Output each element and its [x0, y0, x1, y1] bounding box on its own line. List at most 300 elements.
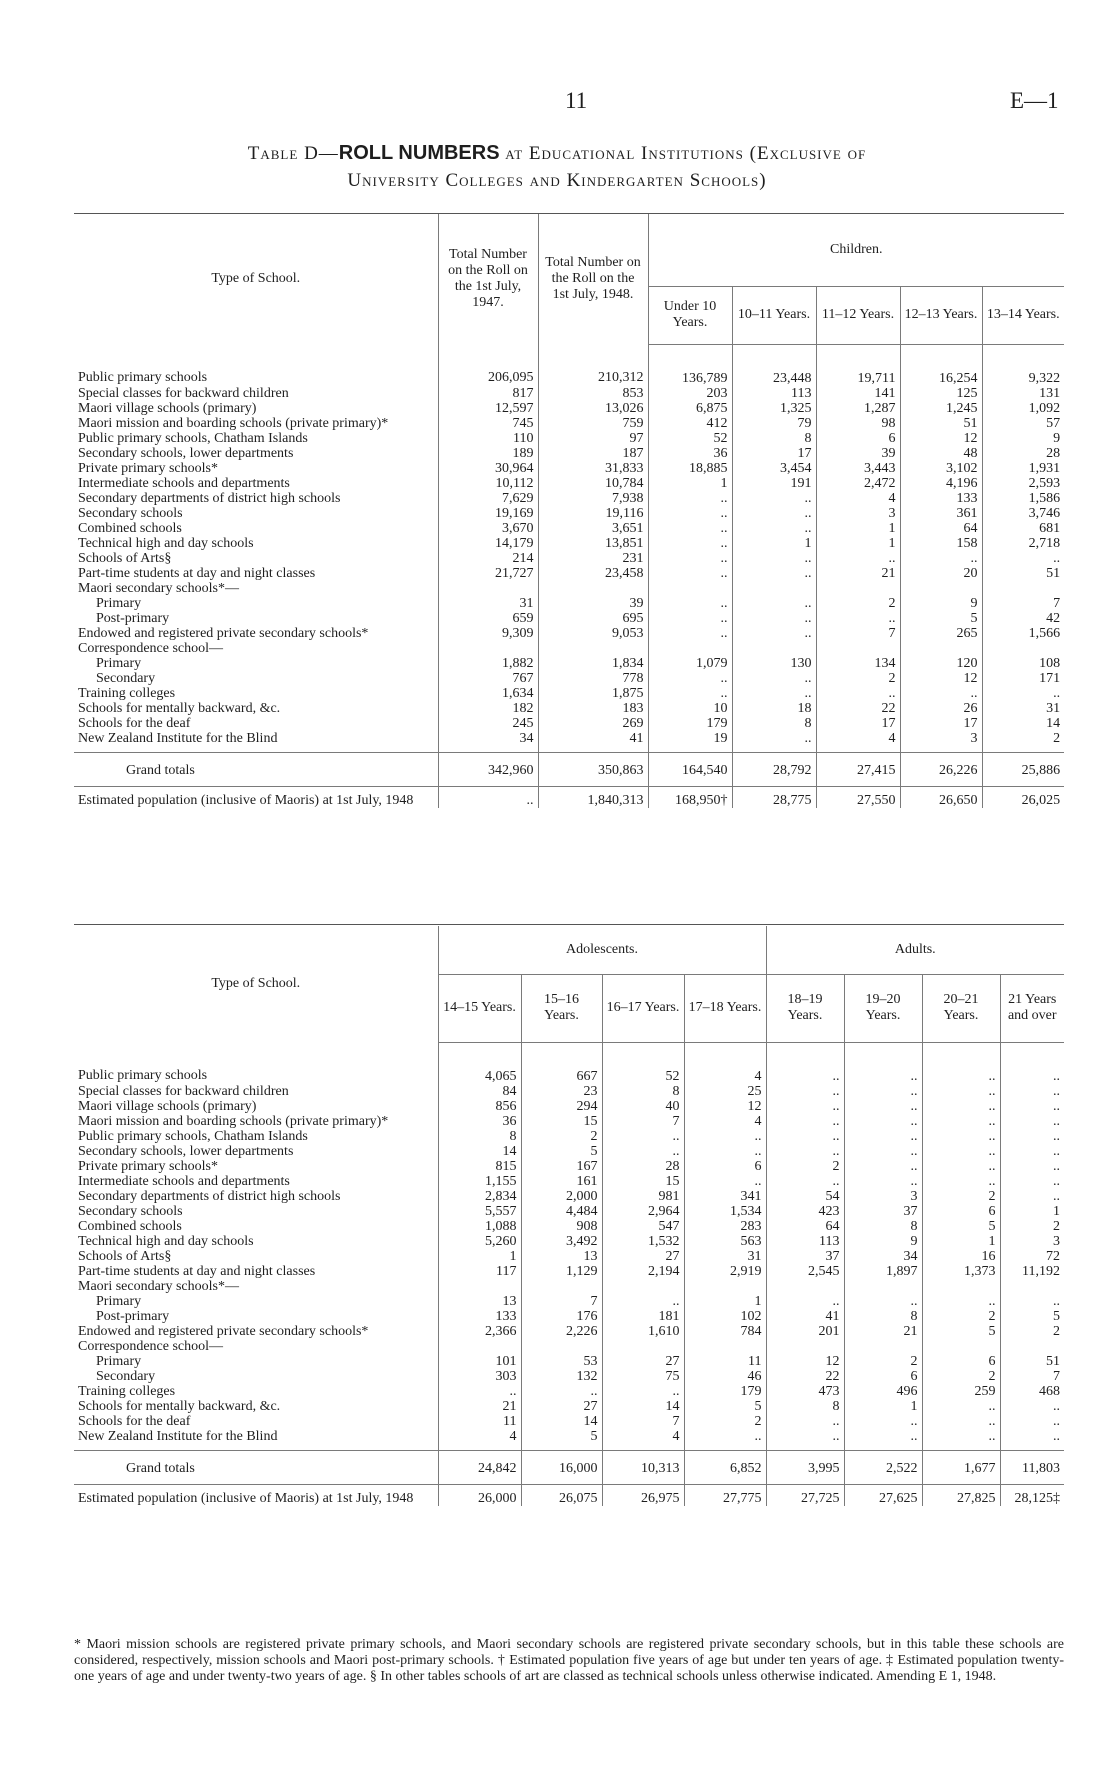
cell-value: 1,882: [438, 656, 538, 671]
age-column-header: 14–15 Years.: [438, 974, 521, 1042]
cell-value: 3,746: [982, 506, 1064, 521]
table-row: [74, 1129, 1064, 1144]
cell-value: [766, 1279, 844, 1294]
row-label: Schools for mentally backward, &c.: [78, 700, 281, 716]
table-row: [74, 1384, 1064, 1399]
cell-value: 2,718: [982, 536, 1064, 551]
cell-value: 1: [732, 536, 816, 551]
table-row: [74, 1204, 1064, 1219]
estimated-population-value: ..: [438, 786, 538, 808]
age-column-header: 21 Years and over: [1000, 974, 1064, 1042]
cell-value: 563: [684, 1234, 766, 1249]
cell-value: 3: [1000, 1234, 1064, 1249]
cell-value: ..: [1000, 1399, 1064, 1414]
cell-value: 39: [816, 446, 900, 461]
cell-value: 136,789: [648, 344, 732, 386]
cell-value: 5,260: [438, 1234, 521, 1249]
cell-value: 1,566: [982, 626, 1064, 641]
cell-value: 84: [438, 1084, 521, 1099]
cell-value: 1,586: [982, 491, 1064, 506]
cell-value: ..: [602, 1384, 684, 1399]
cell-value: 1,325: [732, 401, 816, 416]
table-row: [74, 1114, 1064, 1129]
row-label: Schools of Arts§: [78, 1248, 172, 1264]
age-column-header: 12–13 Years.: [900, 286, 982, 344]
cell-value: [732, 581, 816, 596]
grand-totals-label: Grand totals: [74, 1450, 438, 1484]
cell-value: ..: [766, 1042, 844, 1084]
cell-value: ..: [844, 1084, 922, 1099]
estimated-population-value: 28,775: [732, 786, 816, 808]
cell-value: 19,711: [816, 344, 900, 386]
page-code: E—1: [1010, 88, 1059, 113]
cell-value: ..: [766, 1429, 844, 1451]
cell-value: 2,545: [766, 1264, 844, 1279]
cell-value: 2: [816, 596, 900, 611]
cell-value: 13,026: [538, 401, 648, 416]
cell-value: 245: [438, 716, 538, 731]
cell-value: 133: [438, 1309, 521, 1324]
cell-value: 2: [922, 1369, 1000, 1384]
table-row: [74, 566, 1064, 581]
cell-value: 695: [538, 611, 648, 626]
table-row: [74, 626, 1064, 641]
cell-value: 19,169: [438, 506, 538, 521]
cell-value: 51: [982, 566, 1064, 581]
cell-value: 6: [684, 1159, 766, 1174]
cell-value: 1,079: [648, 656, 732, 671]
cell-value: ..: [1000, 1159, 1064, 1174]
cell-value: 31: [684, 1249, 766, 1264]
cell-value: 21: [844, 1324, 922, 1339]
cell-value: 5: [521, 1144, 602, 1159]
estimated-population-value: 27,725: [766, 1484, 844, 1506]
cell-value: 2: [982, 731, 1064, 753]
cell-value: 341: [684, 1189, 766, 1204]
cell-value: 22: [766, 1369, 844, 1384]
row-label: Part-time students at day and night classes: [78, 565, 316, 581]
cell-value: 132: [521, 1369, 602, 1384]
cell-value: [602, 1339, 684, 1354]
cell-value: 2: [844, 1354, 922, 1369]
table-title-line1: [0, 140, 1114, 167]
row-label: Primary: [96, 1353, 142, 1369]
cell-value: 17: [816, 716, 900, 731]
cell-value: 8: [602, 1084, 684, 1099]
estimated-population-row: [74, 1484, 1064, 1506]
table-row: [74, 416, 1064, 431]
cell-value: 41: [766, 1309, 844, 1324]
row-label: Secondary: [96, 670, 156, 686]
cell-value: 1,834: [538, 656, 648, 671]
cell-value: [438, 1339, 521, 1354]
cell-value: 8: [732, 716, 816, 731]
grand-totals-label: Grand totals: [74, 752, 438, 786]
cell-value: 54: [766, 1189, 844, 1204]
cell-value: 2,366: [438, 1324, 521, 1339]
cell-value: 11: [684, 1354, 766, 1369]
grand-total-value: 342,960: [438, 752, 538, 786]
cell-value: ..: [732, 506, 816, 521]
table-row: [74, 476, 1064, 491]
row-label: Maori secondary schools*—: [78, 580, 239, 596]
cell-value: ..: [1000, 1294, 1064, 1309]
cell-value: 51: [900, 416, 982, 431]
cell-value: 1,897: [844, 1264, 922, 1279]
grand-total-value: 25,886: [982, 752, 1064, 786]
table-row: [74, 1084, 1064, 1099]
table-row: [74, 1279, 1064, 1294]
estimated-population-label: Estimated population (inclusive of Maoris) at 1st July, 1948: [74, 1484, 438, 1506]
cell-value: ..: [1000, 1084, 1064, 1099]
estimated-population-value: 26,975: [602, 1484, 684, 1506]
cell-value: 12: [900, 431, 982, 446]
cell-value: 1,634: [438, 686, 538, 701]
cell-value: 176: [521, 1309, 602, 1324]
table-row: [74, 1309, 1064, 1324]
row-label: Endowed and registered private secondary schools*: [78, 625, 369, 641]
cell-value: [844, 1279, 922, 1294]
cell-value: 75: [602, 1369, 684, 1384]
table-row: [74, 671, 1064, 686]
row-label: New Zealand Institute for the Blind: [78, 730, 278, 746]
cell-value: 908: [521, 1219, 602, 1234]
cell-value: ..: [732, 671, 816, 686]
cell-value: 21: [816, 566, 900, 581]
cell-value: 2,593: [982, 476, 1064, 491]
cell-value: ..: [922, 1429, 1000, 1451]
cell-value: 1,092: [982, 401, 1064, 416]
cell-value: 1,245: [900, 401, 982, 416]
cell-value: 9,309: [438, 626, 538, 641]
row-label: Schools of Arts§: [78, 550, 172, 566]
cell-value: 52: [602, 1042, 684, 1084]
table-row: [74, 551, 1064, 566]
row-label: Maori secondary schools*—: [78, 1278, 239, 1294]
cell-value: 203: [648, 386, 732, 401]
table-row: [74, 506, 1064, 521]
children-table: [74, 214, 1064, 808]
cell-value: 183: [538, 701, 648, 716]
cell-value: 681: [982, 521, 1064, 536]
cell-value: 10: [648, 701, 732, 716]
cell-value: 57: [982, 416, 1064, 431]
cell-value: 12: [900, 671, 982, 686]
cell-value: 3,492: [521, 1234, 602, 1249]
cell-value: 6,875: [648, 401, 732, 416]
cell-value: 767: [438, 671, 538, 686]
cell-value: ..: [922, 1099, 1000, 1114]
cell-value: 8: [844, 1309, 922, 1324]
cell-value: ..: [922, 1159, 1000, 1174]
cell-value: ..: [732, 566, 816, 581]
cell-value: 778: [538, 671, 648, 686]
table-row: [74, 386, 1064, 401]
table-row: [74, 1099, 1064, 1114]
table-row: [74, 521, 1064, 536]
cell-value: 5: [922, 1219, 1000, 1234]
grand-total-value: 164,540: [648, 752, 732, 786]
cell-value: ..: [648, 521, 732, 536]
cell-value: ..: [521, 1384, 602, 1399]
age-column-header: 16–17 Years.: [602, 974, 684, 1042]
footnote-ddagger: ‡ Estimated population twenty-one years of age and under twenty-two years of age.: [74, 1653, 1065, 1684]
cell-value: ..: [766, 1129, 844, 1144]
cell-value: ..: [766, 1084, 844, 1099]
cell-value: 2: [1000, 1324, 1064, 1339]
row-label: Primary: [96, 1293, 142, 1309]
cell-value: 110: [438, 431, 538, 446]
age-column-header: 10–11 Years.: [732, 286, 816, 344]
type-of-school-header-2: Type of School.: [211, 976, 301, 991]
estimated-population-label: Estimated population (inclusive of Maoris) at 1st July, 1948: [74, 786, 438, 808]
cell-value: ..: [1000, 1189, 1064, 1204]
cell-value: [648, 641, 732, 656]
cell-value: 113: [732, 386, 816, 401]
cell-value: 53: [521, 1354, 602, 1369]
title-prefix: Table D—: [247, 143, 339, 164]
cell-value: 48: [900, 446, 982, 461]
cell-value: 102: [684, 1309, 766, 1324]
table-row: [74, 1414, 1064, 1429]
estimated-population-value: 28,125‡: [1000, 1484, 1064, 1506]
cell-value: 171: [982, 671, 1064, 686]
row-label: Special classes for backward children: [78, 385, 289, 401]
children-group-header: Children.: [648, 214, 1064, 286]
cell-value: 37: [844, 1204, 922, 1219]
cell-value: 7: [521, 1294, 602, 1309]
cell-value: 1,373: [922, 1264, 1000, 1279]
cell-value: 3,670: [438, 521, 538, 536]
cell-value: 98: [816, 416, 900, 431]
cell-value: 101: [438, 1354, 521, 1369]
grand-total-value: 3,995: [766, 1450, 844, 1484]
cell-value: 214: [438, 551, 538, 566]
cell-value: [648, 581, 732, 596]
cell-value: 141: [816, 386, 900, 401]
cell-value: 4,484: [521, 1204, 602, 1219]
type-of-school-header: Type of School.: [211, 271, 301, 286]
cell-value: 11,192: [1000, 1264, 1064, 1279]
cell-value: 5: [900, 611, 982, 626]
cell-value: 853: [538, 386, 648, 401]
cell-value: 20: [900, 566, 982, 581]
cell-value: 22: [816, 701, 900, 716]
cell-value: 23,458: [538, 566, 648, 581]
footnote-star: * Maori mission schools are registered private primary schools, and Maori secondary schools are registered private secondary schools, but in this table these schools are considered, respectively, mission schools and Maori post-primary schools.: [74, 1637, 1064, 1668]
cell-value: ..: [1000, 1174, 1064, 1189]
cell-value: 1: [844, 1399, 922, 1414]
cell-value: 182: [438, 701, 538, 716]
cell-value: 158: [900, 536, 982, 551]
cell-value: 16,254: [900, 344, 982, 386]
cell-value: ..: [1000, 1144, 1064, 1159]
cell-value: ..: [648, 596, 732, 611]
grand-total-value: 27,415: [816, 752, 900, 786]
grand-total-value: 350,863: [538, 752, 648, 786]
cell-value: 34: [844, 1249, 922, 1264]
cell-value: 5: [922, 1324, 1000, 1339]
cell-value: ..: [732, 611, 816, 626]
table-row: [74, 641, 1064, 656]
estimated-population-value: 27,625: [844, 1484, 922, 1506]
cell-value: 7: [602, 1114, 684, 1129]
cell-value: 36: [648, 446, 732, 461]
cell-value: [816, 581, 900, 596]
cell-value: 1: [1000, 1204, 1064, 1219]
age-column-header: 20–21 Years.: [922, 974, 1000, 1042]
cell-value: 12,597: [438, 401, 538, 416]
cell-value: 7,938: [538, 491, 648, 506]
cell-value: 1: [438, 1249, 521, 1264]
table-row: [74, 731, 1064, 753]
grand-total-value: 6,852: [684, 1450, 766, 1484]
row-label: Endowed and registered private secondary schools*: [78, 1323, 369, 1339]
cell-value: 14,179: [438, 536, 538, 551]
cell-value: 14: [982, 716, 1064, 731]
cell-value: 6: [922, 1204, 1000, 1219]
cell-value: ..: [982, 551, 1064, 566]
cell-value: ..: [1000, 1042, 1064, 1084]
cell-value: 9: [844, 1234, 922, 1249]
cell-value: ..: [844, 1129, 922, 1144]
cell-value: 133: [900, 491, 982, 506]
cell-value: 265: [900, 626, 982, 641]
cell-value: 31,833: [538, 461, 648, 476]
cell-value: ..: [732, 521, 816, 536]
cell-value: 14: [521, 1414, 602, 1429]
cell-value: ..: [844, 1099, 922, 1114]
footnote-dagger: † Estimated population five years of age but under ten years of age.: [497, 1653, 883, 1668]
cell-value: 161: [521, 1174, 602, 1189]
row-label: Schools for the deaf: [78, 1413, 191, 1429]
cell-value: ..: [816, 686, 900, 701]
cell-value: 547: [602, 1219, 684, 1234]
cell-value: 4: [684, 1114, 766, 1129]
cell-value: 1: [922, 1234, 1000, 1249]
grand-totals-row: [74, 752, 1064, 786]
cell-value: 13: [521, 1249, 602, 1264]
table-row: [74, 1399, 1064, 1414]
table-row: [74, 1189, 1064, 1204]
row-label: New Zealand Institute for the Blind: [78, 1428, 278, 1444]
estimated-population-value: 26,075: [521, 1484, 602, 1506]
cell-value: 1: [648, 476, 732, 491]
cell-value: 9,053: [538, 626, 648, 641]
cell-value: 2: [922, 1189, 1000, 1204]
cell-value: 64: [900, 521, 982, 536]
cell-value: 1: [684, 1294, 766, 1309]
age-column-header: 11–12 Years.: [816, 286, 900, 344]
cell-value: [844, 1339, 922, 1354]
cell-value: 2,194: [602, 1264, 684, 1279]
cell-value: 201: [766, 1324, 844, 1339]
row-label: Public primary schools, Chatham Islands: [78, 1128, 308, 1144]
cell-value: 5: [521, 1429, 602, 1451]
cell-value: 7: [1000, 1369, 1064, 1384]
cell-value: ..: [1000, 1114, 1064, 1129]
cell-value: ..: [766, 1174, 844, 1189]
footnote-source: Amending E 1, 1948.: [876, 1669, 997, 1684]
cell-value: 3,102: [900, 461, 982, 476]
cell-value: 17: [900, 716, 982, 731]
cell-value: 4: [816, 731, 900, 753]
estimated-population-row: [74, 786, 1064, 808]
row-label: Training colleges: [78, 1383, 176, 1399]
table-row: [74, 446, 1064, 461]
cell-value: 423: [766, 1204, 844, 1219]
cell-value: 28: [982, 446, 1064, 461]
age-column-header: 15–16 Years.: [521, 974, 602, 1042]
cell-value: ..: [732, 596, 816, 611]
cell-value: [982, 641, 1064, 656]
grand-total-value: 1,677: [922, 1450, 1000, 1484]
cell-value: 1,534: [684, 1204, 766, 1219]
grand-total-value: 24,842: [438, 1450, 521, 1484]
cell-value: 1,875: [538, 686, 648, 701]
row-label: Private primary schools*: [78, 1158, 218, 1174]
row-label: Combined schools: [78, 1218, 182, 1234]
cell-value: 9: [900, 596, 982, 611]
row-label: Maori mission and boarding schools (private primary)*: [78, 415, 389, 431]
cell-value: ..: [766, 1114, 844, 1129]
cell-value: 131: [982, 386, 1064, 401]
row-label: Public primary schools, Chatham Islands: [78, 430, 308, 446]
estimated-population-value: 26,025: [982, 786, 1064, 808]
cell-value: 37: [766, 1249, 844, 1264]
estimated-population-value: 168,950†: [648, 786, 732, 808]
cell-value: 8: [844, 1219, 922, 1234]
cell-value: [521, 1279, 602, 1294]
row-label: Secondary schools: [78, 1203, 183, 1219]
footnote-section: § In other tables schools of art are classed as technical schools unless otherwise indicated.: [369, 1669, 874, 1684]
cell-value: ..: [922, 1399, 1000, 1414]
cell-value: 856: [438, 1099, 521, 1114]
cell-value: ..: [766, 1099, 844, 1114]
row-label: Post-primary: [96, 610, 170, 626]
row-label: Technical high and day schools: [78, 1233, 254, 1249]
cell-value: [1000, 1279, 1064, 1294]
row-label: Intermediate schools and departments: [78, 1173, 290, 1189]
cell-value: 12: [766, 1354, 844, 1369]
row-label: Schools for mentally backward, &c.: [78, 1398, 281, 1414]
grand-total-value: 2,522: [844, 1450, 922, 1484]
cell-value: ..: [602, 1129, 684, 1144]
cell-value: 7: [816, 626, 900, 641]
cell-value: 667: [521, 1042, 602, 1084]
row-label: Secondary schools: [78, 505, 183, 521]
cell-value: ..: [602, 1144, 684, 1159]
table-row: [74, 686, 1064, 701]
cell-value: 8: [766, 1399, 844, 1414]
table-row: [74, 716, 1064, 731]
cell-value: 2,964: [602, 1204, 684, 1219]
table-row: [74, 701, 1064, 716]
cell-value: 26: [900, 701, 982, 716]
table-row: [74, 344, 1064, 386]
cell-value: ..: [648, 551, 732, 566]
cell-value: 1,088: [438, 1219, 521, 1234]
cell-value: 1,155: [438, 1174, 521, 1189]
cell-value: [816, 641, 900, 656]
cell-value: 3: [816, 506, 900, 521]
cell-value: 9: [982, 431, 1064, 446]
table-row: [74, 1159, 1064, 1174]
cell-value: 130: [732, 656, 816, 671]
cell-value: 31: [982, 701, 1064, 716]
cell-value: 2,000: [521, 1189, 602, 1204]
age-column-header: Under 10 Years.: [648, 286, 732, 344]
